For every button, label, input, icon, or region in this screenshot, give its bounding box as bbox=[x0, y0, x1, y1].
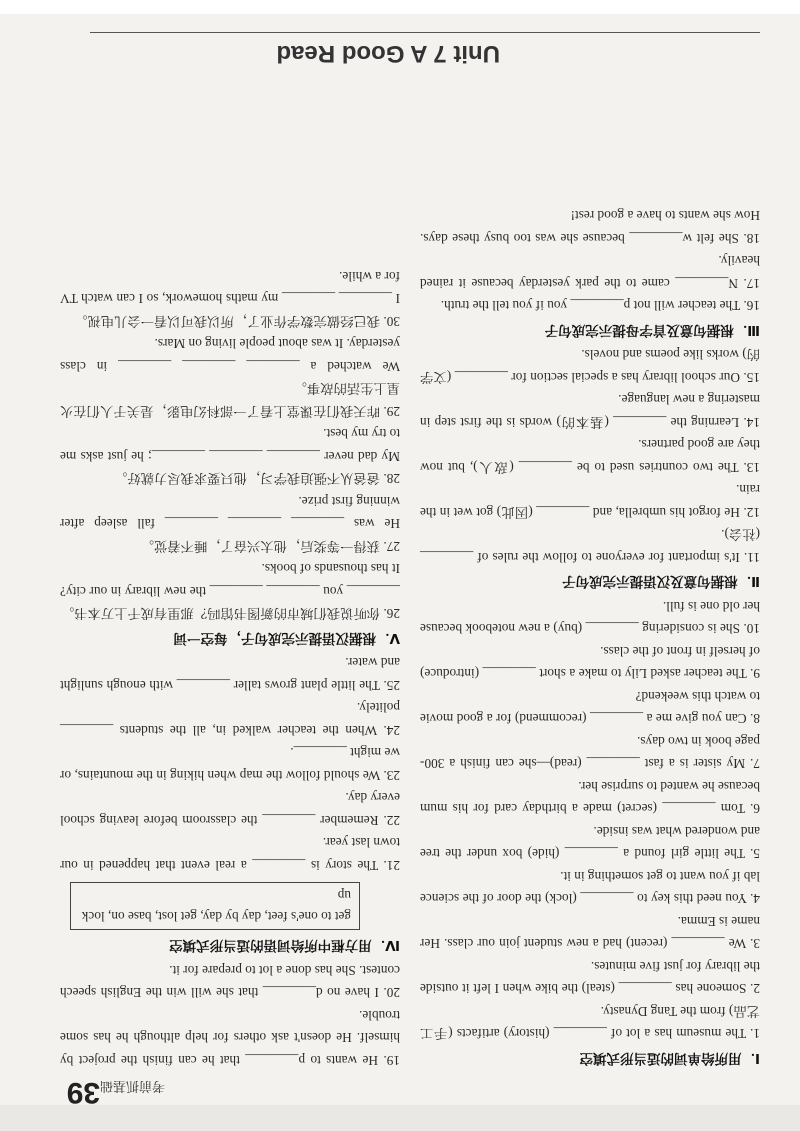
question-29-prompt: 29. 昨天我们在课堂上看了一部科幻电影，是关于人们在火星上生活的故事。 bbox=[60, 381, 400, 419]
section-5-title: Ⅴ．根据汉语提示完成句子，每空一词 bbox=[173, 630, 400, 646]
question-30-blanks: I ________ ________ my maths homework, so I can watch TV for a while. bbox=[60, 269, 400, 307]
bottom-scan-band bbox=[0, 0, 800, 14]
question-12: 12. He forgot his umbrella, and ________ (因此) got wet in the rain. bbox=[420, 482, 760, 520]
question-16: 16. The teacher will not p________ you if you tell the truth. bbox=[440, 298, 760, 314]
page-number: 39 bbox=[66, 1076, 100, 1109]
question-25: 25. The little plant grows taller ________ with enough sunlight and water. bbox=[60, 655, 400, 693]
question-8: 8. Can you give me a ________ (recommend) for a good movie to watch this weekend? bbox=[420, 689, 760, 727]
section-2-title: Ⅱ．根据句意及汉语提示完成句子 bbox=[562, 573, 760, 590]
question-23: 23. We should follow the map when hiking in the mountains, or we might ________. bbox=[60, 745, 400, 783]
question-18: 18. She felt w________ because she was too busy these days. How she wants to have a good rest! bbox=[420, 208, 760, 246]
question-27-prompt: 27. 获得一等奖后，他太兴奋了，睡不着觉。 bbox=[140, 539, 400, 554]
question-28-blanks: My dad never ________ ________ ________; he just asks me to try my best. bbox=[60, 426, 400, 464]
question-26-prompt: 26. 你听说我们城市的新图书馆吗？那里有成千上万本书。 bbox=[60, 606, 400, 622]
question-26-blanks: ________ you ________ ________ the new library in our city? It has thousands of books. bbox=[60, 561, 400, 599]
question-19: 19. He wants to p________ that he can finish the project by himself. He doesn't ask others for help although he has some trouble. bbox=[60, 1008, 400, 1068]
question-15: 15. Our school library has a special section for ________ (文学的) works like poems and novels. bbox=[420, 347, 760, 385]
question-11: 11. It's important for everyone to follow the rules of ________ (社会). bbox=[420, 527, 760, 565]
word-box: get to one's feet, day by day, get lost, base on, lock up bbox=[70, 882, 360, 930]
section-3-title: Ⅲ．根据句意及首字母提示完成句子 bbox=[544, 322, 760, 338]
unit-title: Unit 7 A Good Read bbox=[276, 40, 500, 67]
book-name: 考前抓基础 bbox=[99, 1078, 165, 1093]
question-29-blanks: We watched a ________ ________ ________ in class yesterday. It was about people living on Mars. bbox=[60, 336, 400, 374]
question-10: 10. She is considering ________ (buy) a new notebook because her old one is full. bbox=[420, 599, 760, 637]
question-27-blanks: He was ________ ________ ________ fall asleep after winning first prize. bbox=[60, 494, 400, 532]
page-header bbox=[0, 23, 800, 73]
question-24: 24. When the teacher walked in, all the students ________ politely. bbox=[60, 700, 400, 738]
section-4-title: Ⅳ．用方框中所给词语的适当形式填空 bbox=[169, 937, 400, 954]
question-20: 20. I have no d________ that she will win the English speech contest. She has done a lot to prepare for it. bbox=[60, 963, 400, 1001]
question-13: 13. The two countries used to be ________ (敌人), but now they are good partners. bbox=[420, 437, 760, 475]
question-3: 3. We ________ (recent) had a new student join our class. Her name is Emma. bbox=[420, 914, 760, 952]
question-22: 22. Remember ________ the classroom before leaving school every day. bbox=[60, 790, 400, 828]
section-1-title: Ⅰ．用所给单词的适当形式填空 bbox=[579, 1050, 760, 1066]
question-2: 2. Someone has ________ (steal) the bike when I left it outside the library for just five minutes. bbox=[420, 959, 760, 997]
question-30-prompt: 30. 我已经做完数学作业了，所以我可以看一会儿电视。 bbox=[74, 314, 400, 329]
question-28-prompt: 28. 爸爸从不强迫我学习，他只要求我尽力就好。 bbox=[114, 471, 400, 487]
question-5: 5. The little girl found a ________ (hide) box under the tree and wondered what was inside. bbox=[420, 824, 760, 862]
question-6: 6. Tom ________ (secret) made a birthday card for his mum because he wanted to surprise her. bbox=[420, 779, 760, 817]
question-9: 9. The teacher asked Lily to make a short ________ (introduce) of herself in front of the class. bbox=[420, 644, 760, 682]
question-21: 21. The story is ________ a real event that happened in our town last year. bbox=[60, 835, 400, 873]
question-1: 1. The museum has a lot of ________ (history) artifacts (手工艺品) from the Tang Dynasty. bbox=[420, 1004, 760, 1042]
left-column bbox=[420, 71, 760, 1071]
question-14: 14. Learning the ________ (基本的) words is the first step in mastering a new language. bbox=[420, 392, 760, 430]
right-column bbox=[60, 71, 400, 1071]
question-4: 4. You need this key to ________ (lock) the door of the science lab if you want to get something in it. bbox=[420, 869, 760, 907]
question-7: 7. My sister is a fast ________ (read)—she can finish a 300-page book in two days. bbox=[420, 734, 760, 772]
header-rule bbox=[90, 32, 760, 33]
question-17: 17. N________ came to the park yesterday because it rained heavily. bbox=[420, 253, 760, 291]
